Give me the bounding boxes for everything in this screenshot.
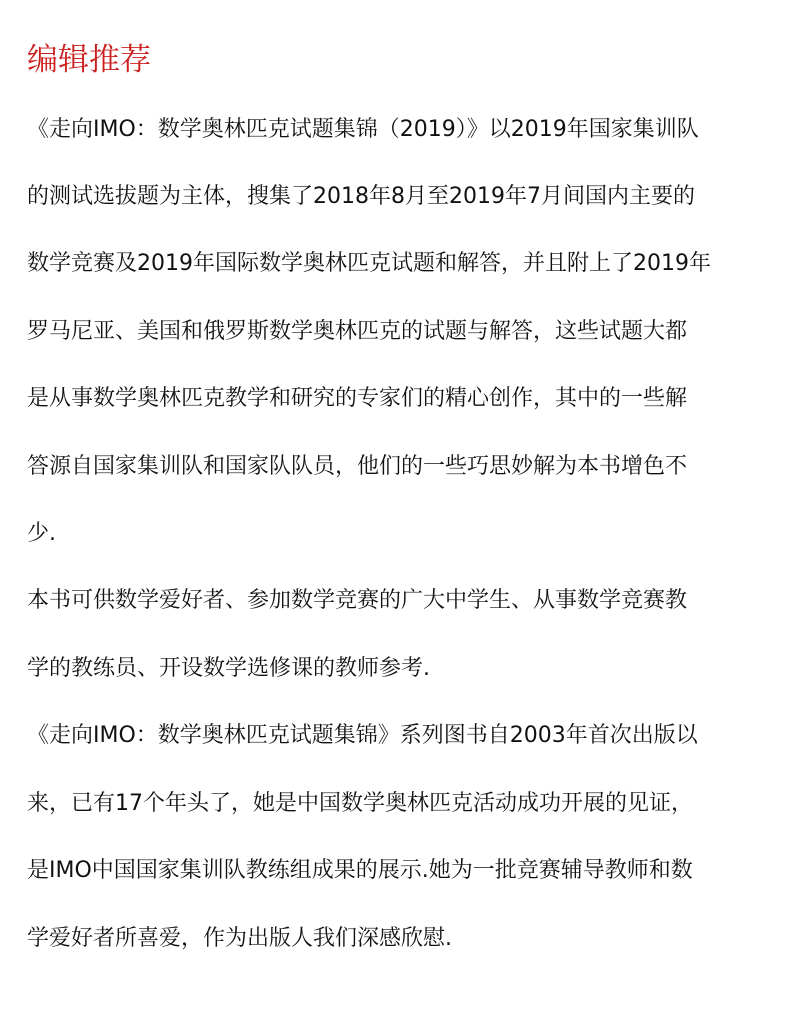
text-line: 来，已有17个年头了，她是中国数学奥林匹克活动成功开展的见证，: [27, 791, 693, 816]
text-line: 答源自国家集训队和国家队队员，他们的一些巧思妙解为本书增色不: [27, 454, 688, 479]
text-line: 是IMO中国国家集训队教练组成果的展示.她为一批竞赛辅导教师和数: [27, 858, 693, 883]
text-line: 的测试选拔题为主体，搜集了2018年8月至2019年7月间国内主要的: [27, 184, 695, 209]
text-line: 本书可供数学爱好者、参加数学竞赛的广大中学生、从事数学竞赛教: [27, 588, 688, 613]
text-line: 学的教练员、开设数学选修课的教师参考.: [27, 656, 430, 681]
text-line: 数学竞赛及2019年国际数学奥林匹克试题和解答，并且附上了2019年: [27, 251, 711, 276]
text-line: 少.: [27, 521, 56, 546]
section-heading: 编辑推荐: [27, 42, 151, 78]
text-line: 罗马尼亚、美国和俄罗斯数学奥林匹克的试题与解答，这些试题大都: [27, 319, 688, 344]
text-line: 是从事数学奥林匹克教学和研究的专家们的精心创作，其中的一些解: [27, 386, 688, 411]
text-line: 学爱好者所喜爱，作为出版人我们深感欣慰.: [27, 926, 452, 951]
text-line: 《走向IMO：数学奥林匹克试题集锦（2019）》以2019年国家集训队: [27, 117, 699, 142]
text-line: 《走向IMO：数学奥林匹克试题集锦》系列图书自2003年首次出版以: [27, 723, 698, 748]
